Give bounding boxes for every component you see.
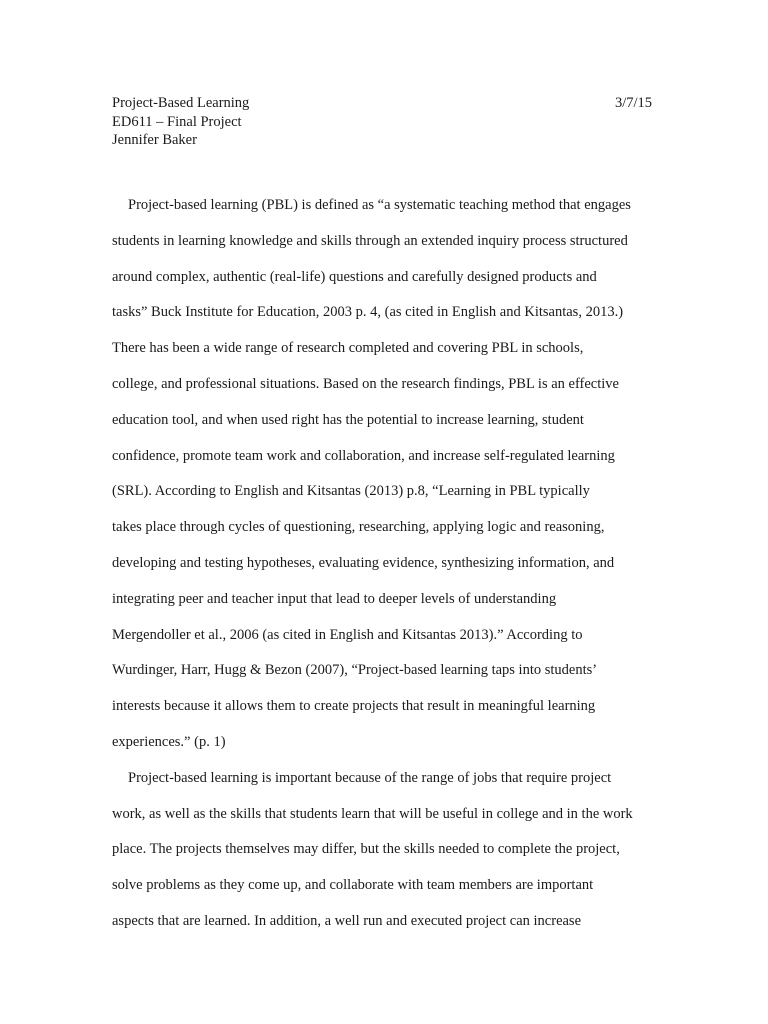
text-line: Project-based learning (PBL) is defined as “a systematic teaching method that engages xyxy=(128,197,631,213)
text-line: experiences.” (p. 1) xyxy=(112,733,226,750)
text-line: work, as well as the skills that students learn that will be useful in college and in the work xyxy=(112,805,633,822)
text-line: There has been a wide range of research completed and covering PBL in schools, xyxy=(112,340,584,357)
text-line: Mergendoller et al., 2006 (as cited in English and Kitsantas 2013).” According to xyxy=(112,626,583,643)
author-name: Jennifer Baker xyxy=(112,132,197,148)
text-line: solve problems as they come up, and collaborate with team members are important xyxy=(112,877,594,894)
text-line: developing and testing hypotheses, evaluating evidence, synthesizing information, and xyxy=(112,554,615,571)
text-line: (SRL). According to English and Kitsantas (2013) p.8, “Learning in PBL typically xyxy=(112,483,590,500)
text-line: takes place through cycles of questioning, researching, applying logic and reasoning, xyxy=(112,519,605,536)
text-line: education tool, and when used right has the potential to increase learning, student xyxy=(112,411,584,428)
text-line: integrating peer and teacher input that lead to deeper levels of understanding xyxy=(112,590,557,607)
course-code: ED611 – Final Project xyxy=(112,113,242,130)
text-line: confidence, promote team work and collaboration, and increase self-regulated learning xyxy=(112,447,615,464)
text-line: college, and professional situations. Based on the research findings, PBL is an effective xyxy=(112,375,619,392)
text-line: Project-based learning is important because of the range of jobs that require project xyxy=(128,769,612,786)
document-date: 3/7/15 xyxy=(614,95,652,111)
course-title: Project-Based Learning xyxy=(112,95,250,111)
text-line: around complex, authentic (real-life) questions and carefully designed products and xyxy=(112,268,597,285)
text-line: place. The projects themselves may differ, but the skills needed to complete the project, xyxy=(112,841,620,858)
document-body xyxy=(112,193,657,945)
text-line: aspects that are learned. In addition, a well run and executed project can increase xyxy=(112,912,582,929)
document-header xyxy=(112,94,652,150)
text-line: students in learning knowledge and skills through an extended inquiry process structured xyxy=(112,232,628,249)
text-line: interests because it allows them to create projects that result in meaningful learning xyxy=(112,698,596,715)
header-title-row xyxy=(112,94,652,113)
text-line: Wurdinger, Harr, Hugg & Bezon (2007), “Project-based learning taps into students’ xyxy=(112,662,598,679)
text-line: tasks” Buck Institute for Education, 2003 p. 4, (as cited in English and Kitsantas, 2013.) xyxy=(112,304,624,321)
